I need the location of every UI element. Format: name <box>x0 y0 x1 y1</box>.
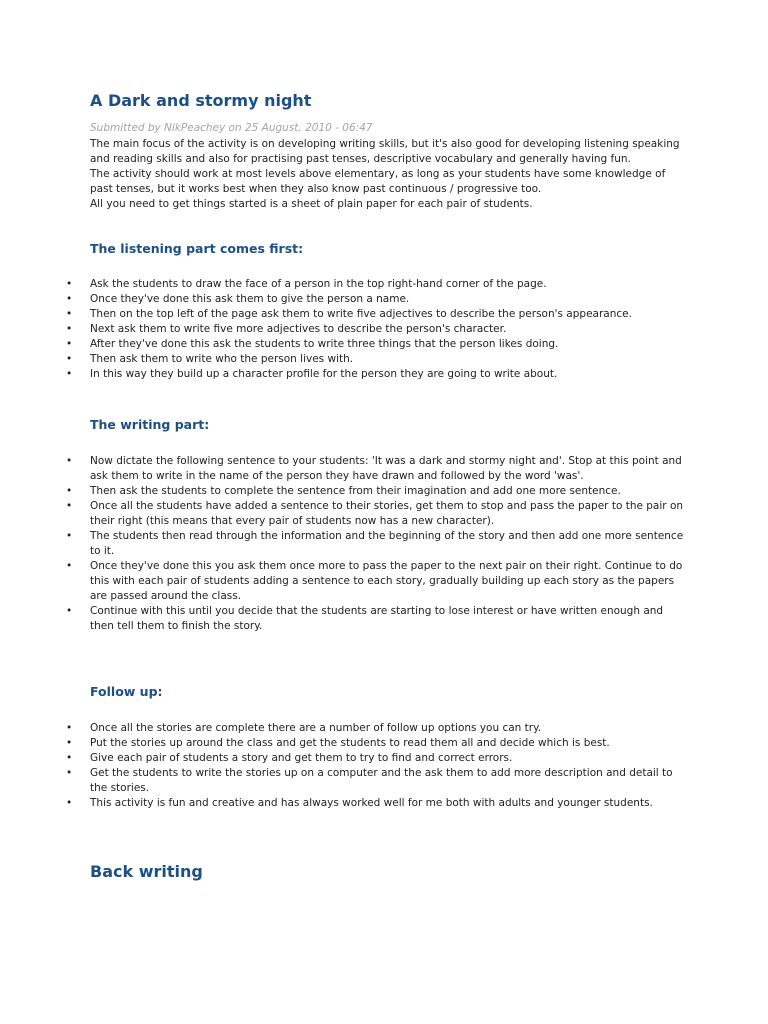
intro-text <box>90 137 690 212</box>
bullet-icon: • <box>66 308 73 320</box>
list-item-text: This activity is fun and creative and has always worked well for me both with adults and younger students. <box>90 797 653 809</box>
list-item <box>66 559 690 604</box>
bullet-icon: • <box>66 797 73 809</box>
bullet-icon: • <box>66 368 73 380</box>
bullet-icon: • <box>66 323 73 335</box>
list-item <box>66 751 690 766</box>
bullet-icon: • <box>66 500 73 512</box>
heading-listening: The listening part comes first: <box>90 241 304 256</box>
bullet-icon: • <box>66 752 73 764</box>
list-item <box>66 337 690 352</box>
list-item-text: Now dictate the following sentence to your students: 'It was a dark and stormy night and'. Stop at this point and ask them to write in the name of the person they have drawn and followed by the word 'was'. <box>90 455 682 482</box>
list-item-text: Get the students to write the stories up on a computer and the ask them to add more description and detail to the stories. <box>90 767 673 794</box>
list-item-text: Once they've done this you ask them once more to pass the paper to the next pair on their right. Continue to do this with each pair of students adding a sentence to each story, gradually building up each story as the papers are passed around the class. <box>90 560 683 602</box>
list-item-text: Then on the top left of the page ask them to write five adjectives to describe the person's appearance. <box>90 308 632 320</box>
list-item <box>66 322 690 337</box>
bullet-icon: • <box>66 485 73 497</box>
article-title: A Dark and stormy night <box>90 91 312 110</box>
bullet-icon: • <box>66 530 73 542</box>
heading-writing: The writing part: <box>90 417 210 432</box>
list-item-text: Once all the stories are complete there are a number of follow up options you can try. <box>90 722 542 734</box>
list-item-text: Continue with this until you decide that the students are starting to lose interest or have written enough and then tell them to finish the story. <box>90 605 664 632</box>
list-item-text: Give each pair of students a story and get them to try to find and correct errors. <box>90 752 513 764</box>
list-item <box>66 499 690 529</box>
bullet-icon: • <box>66 560 73 572</box>
list-item <box>66 796 690 811</box>
list-item <box>66 352 690 367</box>
bullet-icon: • <box>66 737 73 749</box>
list-item <box>66 721 690 736</box>
list-item <box>66 736 690 751</box>
intro-paragraph: The activity should work at most levels above elementary, as long as your students have some knowledge of past tenses, but it works best when they also know past continuous / progressive too. <box>90 168 666 195</box>
list-item-text: Ask the students to draw the face of a person in the top right-hand corner of the page. <box>90 278 547 290</box>
bullet-icon: • <box>66 605 73 617</box>
submitted-byline: Submitted by NikPeachey on 25 August, 2010 - 06:47 <box>90 122 373 134</box>
bullet-icon: • <box>66 278 73 290</box>
bullet-icon: • <box>66 722 73 734</box>
bullet-icon: • <box>66 767 73 779</box>
list-item <box>66 367 690 382</box>
list-item-text: After they've done this ask the students to write three things that the person likes doing. <box>90 338 559 350</box>
list-item-text: Next ask them to write five more adjectives to describe the person's character. <box>90 323 507 335</box>
list-item-text: The students then read through the information and the beginning of the story and then add one more sentence to it. <box>90 530 684 557</box>
intro-paragraph: The main focus of the activity is on developing writing skills, but it's also good for developing listening speaking and reading skills and also for practising past tenses, descriptive vocabulary and generally having fun. <box>90 138 680 165</box>
list-item-text: Once all the students have added a sentence to their stories, get them to stop and pass the paper to the pair on their right (this means that every pair of students now has a new character). <box>90 500 684 527</box>
list-item-text: In this way they build up a character profile for the person they are going to write about. <box>90 368 558 380</box>
bullet-icon: • <box>66 353 73 365</box>
listening-list <box>66 277 690 382</box>
list-item-text: Then ask them to write who the person lives with. <box>90 353 354 365</box>
follow-up-list <box>66 721 690 811</box>
list-item <box>66 604 690 634</box>
list-item-text: Then ask the students to complete the sentence from their imagination and add one more sentence. <box>90 485 621 497</box>
list-item-text: Put the stories up around the class and get the students to read them all and decide which is best. <box>90 737 610 749</box>
list-item <box>66 277 690 292</box>
bullet-icon: • <box>66 455 73 467</box>
list-item <box>66 292 690 307</box>
heading-follow-up: Follow up: <box>90 684 163 699</box>
list-item <box>66 307 690 322</box>
list-item <box>66 484 690 499</box>
list-item <box>66 454 690 484</box>
list-item <box>66 766 690 796</box>
intro-paragraph: All you need to get things started is a sheet of plain paper for each pair of students. <box>90 198 533 210</box>
list-item <box>66 529 690 559</box>
bullet-icon: • <box>66 338 73 350</box>
list-item-text: Once they've done this ask them to give the person a name. <box>90 293 410 305</box>
writing-list <box>66 454 690 634</box>
next-section-title: Back writing <box>90 862 203 881</box>
bullet-icon: • <box>66 293 73 305</box>
